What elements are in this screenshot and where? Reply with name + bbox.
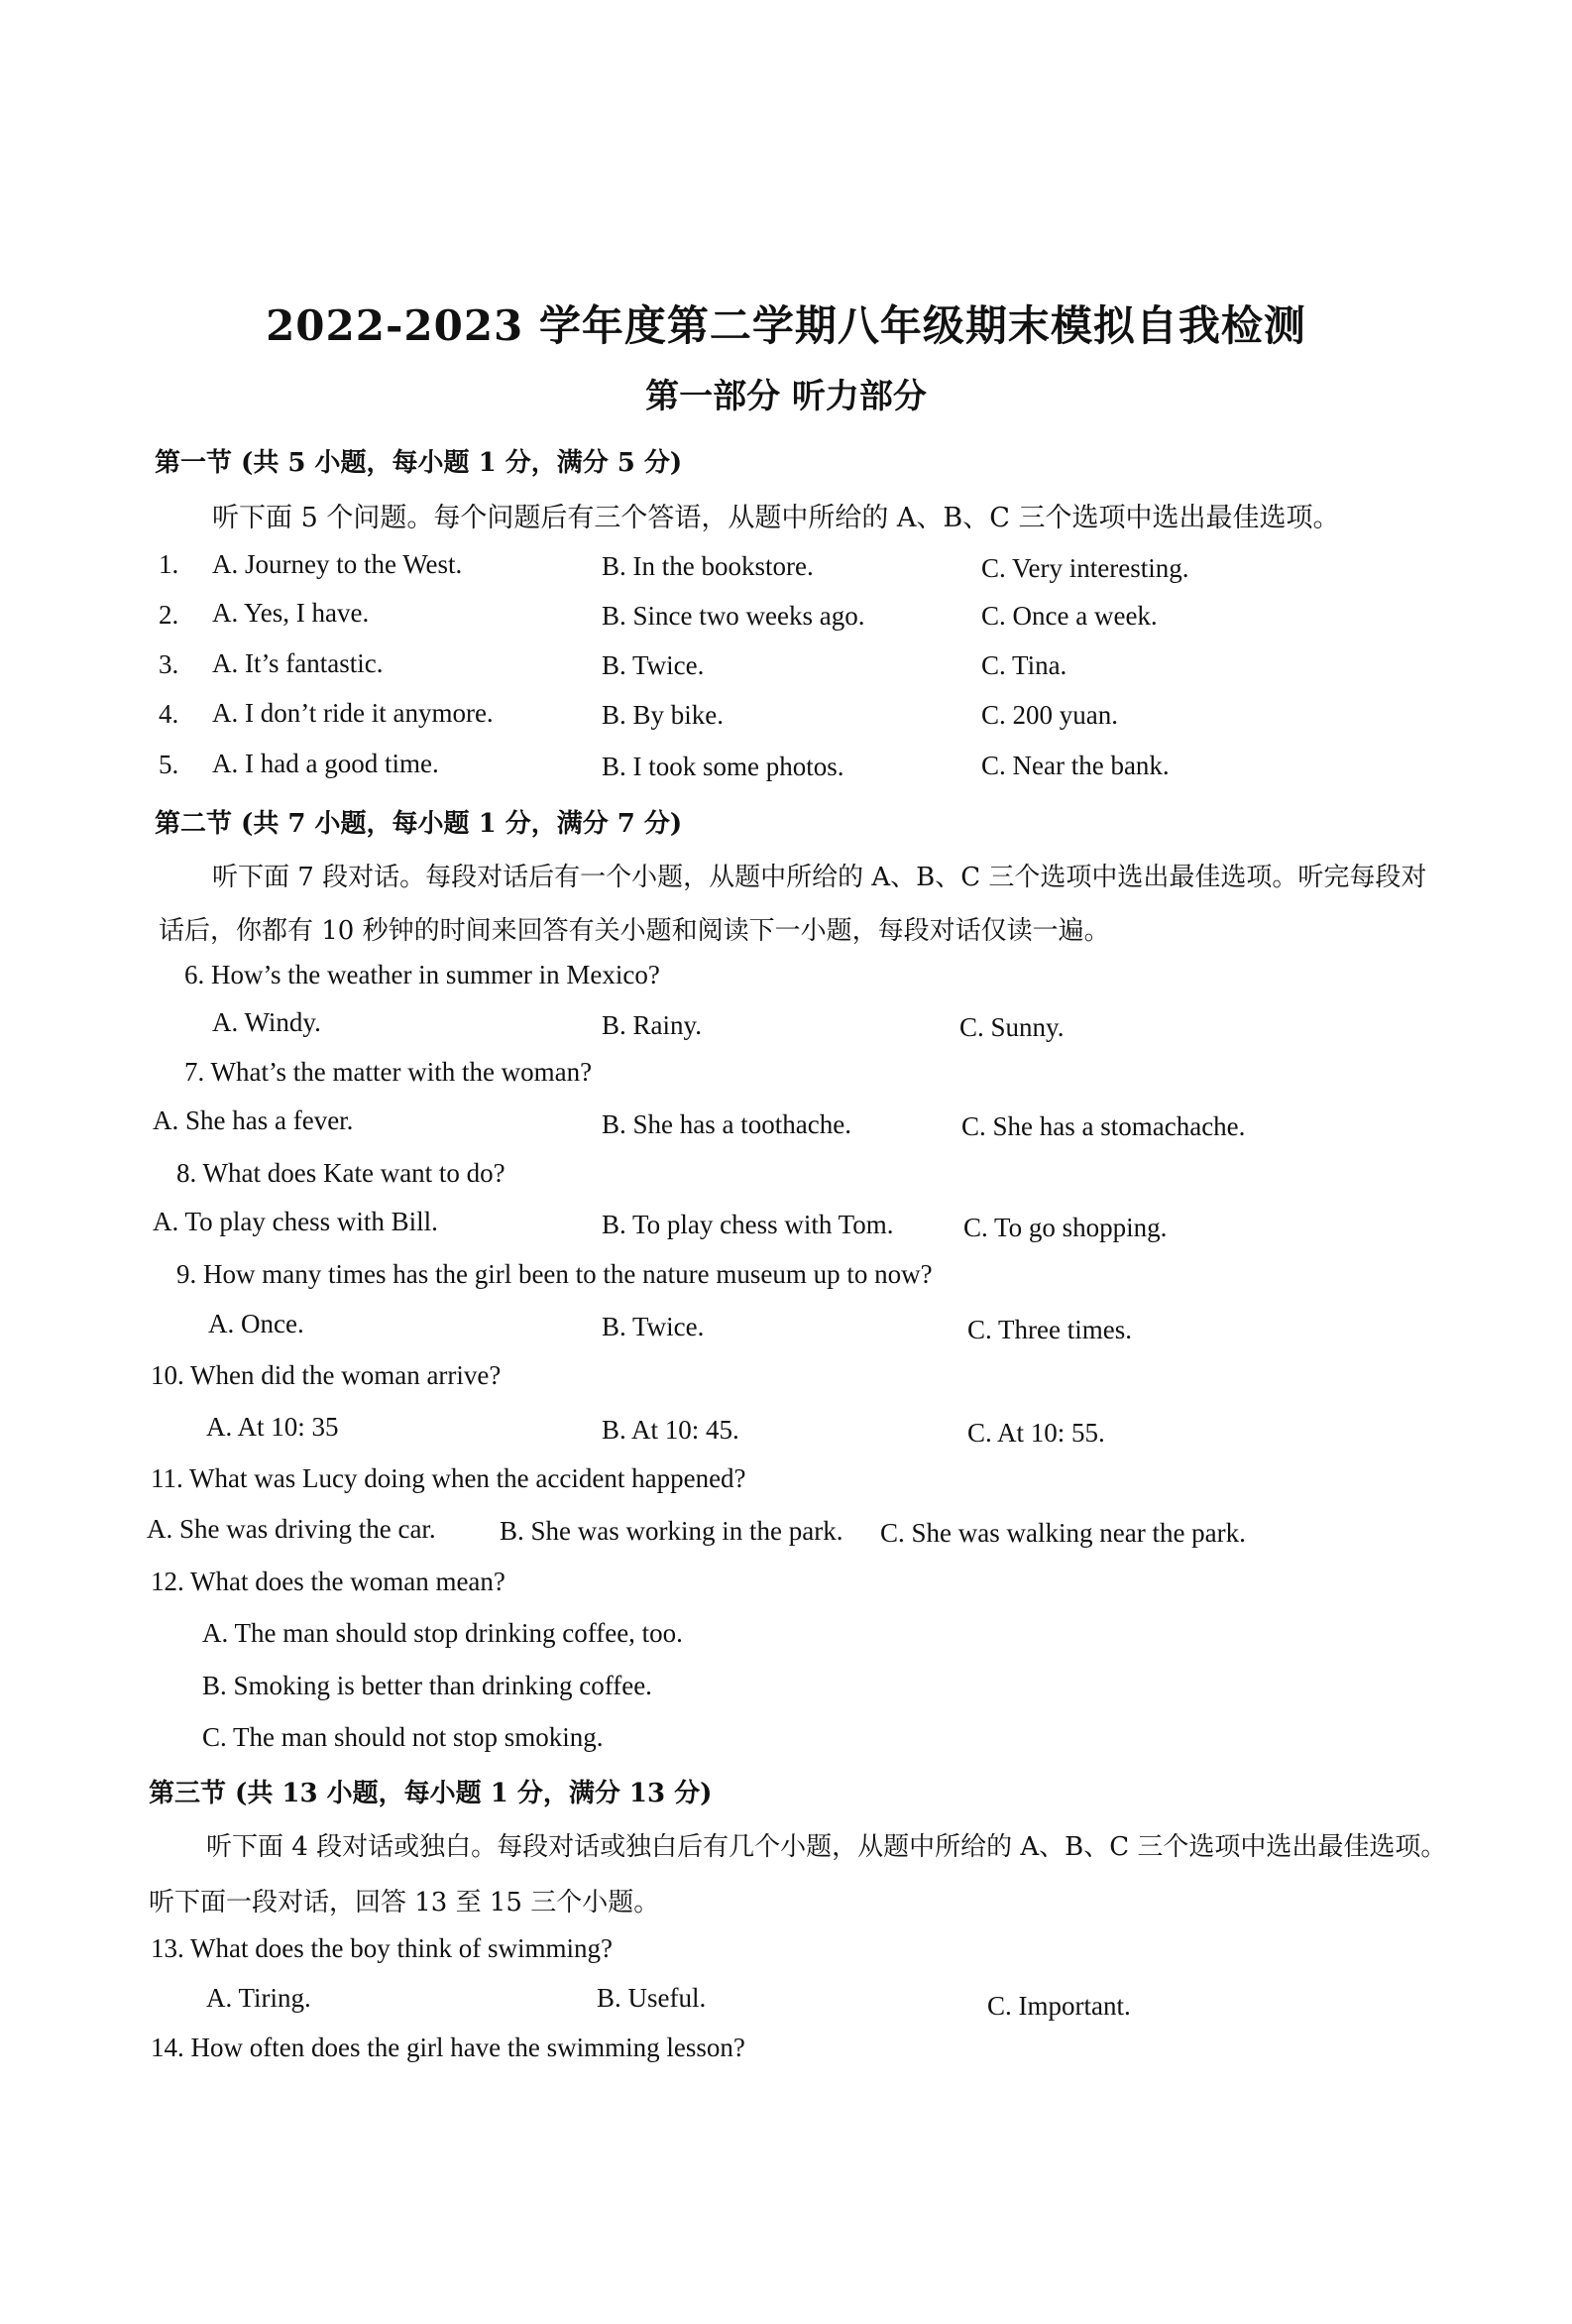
q8-option-b: B. To play chess with Tom.: [602, 1210, 894, 1239]
option-c: C. Tina.: [981, 650, 1067, 680]
option-a: A. Journey to the West.: [212, 549, 463, 579]
option-a: A. I had a good time.: [212, 749, 439, 778]
question-9: 9. How many times has the girl been to the nature museum up to now?: [176, 1259, 933, 1289]
option-a: A. It’s fantastic.: [212, 648, 384, 678]
option-c: C. Very interesting.: [981, 553, 1189, 583]
question-14: 14. How often does the girl have the swimming lesson?: [151, 2033, 745, 2062]
option-a: A. I don’t ride it anymore.: [212, 698, 494, 728]
q6-option-b: B. Rainy.: [602, 1010, 702, 1040]
section-2-instruction-line-2: 话后，你都有 10 秒钟的时间来回答有关小题和阅读下一小题，每段对话仅读一遍。: [159, 916, 1110, 946]
q7-option-c: C. She has a stomachache.: [961, 1111, 1246, 1141]
option-c: C. Once a week.: [981, 601, 1158, 631]
section-2-instruction-line-1: 听下面 7 段对话。每段对话后有一个小题，从题中所给的 A、B、C 三个选项中选出最佳选项。听完每段对: [212, 863, 1427, 892]
q12-option-b: B. Smoking is better than drinking coffee.: [202, 1671, 652, 1700]
question-8: 8. What does Kate want to do?: [176, 1158, 505, 1188]
option-b: B. Since two weeks ago.: [602, 601, 865, 631]
q9-option-b: B. Twice.: [602, 1312, 705, 1341]
q9-option-a: A. Once.: [208, 1309, 304, 1338]
section-3-heading: 第三节 (共 13 小题，每小题 1 分，满分 13 分): [149, 1779, 713, 1808]
question-12: 12. What does the woman mean?: [151, 1567, 505, 1596]
q6-option-a: A. Windy.: [212, 1007, 321, 1037]
option-b: B. I took some photos.: [602, 752, 844, 781]
section-3-instruction-line-2: 听下面一段对话，回答 13 至 15 三个小题。: [149, 1888, 660, 1917]
section-1-heading: 第一节 (共 5 小题，每小题 1 分，满分 5 分): [155, 448, 683, 478]
question-13: 13. What does the boy think of swimming?: [151, 1933, 613, 1963]
q13-option-c: C. Important.: [987, 1991, 1131, 2021]
q11-option-a: A. She was driving the car.: [147, 1514, 436, 1544]
question-11: 11. What was Lucy doing when the accident happened?: [151, 1463, 746, 1493]
q10-option-c: C. At 10: 55.: [967, 1418, 1105, 1448]
option-c: C. 200 yuan.: [981, 700, 1118, 730]
q11-option-c: C. She was walking near the park.: [880, 1518, 1246, 1548]
q13-option-a: A. Tiring.: [206, 1983, 311, 2013]
q12-option-c: C. The man should not stop smoking.: [202, 1722, 604, 1752]
question-7: 7. What’s the matter with the woman?: [184, 1057, 593, 1087]
q6-option-c: C. Sunny.: [959, 1012, 1065, 1042]
q7-option-b: B. She has a toothache.: [602, 1109, 851, 1139]
question-6: 6. How’s the weather in summer in Mexico?: [184, 960, 660, 989]
q7-option-a: A. She has a fever.: [153, 1105, 354, 1135]
page-title: 2022-2023 学年度第二学期八年级期末模拟自我检测: [266, 301, 1306, 350]
q8-option-c: C. To go shopping.: [963, 1213, 1168, 1242]
q12-option-a: A. The man should stop drinking coffee, too.: [202, 1618, 683, 1648]
q11-option-b: B. She was working in the park.: [500, 1516, 843, 1546]
exam-page: 2022-2023 学年度第二学期八年级期末模拟自我检测 第一部分 听力部分 第一节 (共 5 小题，每小题 1 分，满分 5 分) 听下面 5 个问题。每个问题后有三个答语，从题中所给的 A、B、C 三个选项中选出最佳选项。 1. A. Journey to the West. B. In the bookstore. C. Very interesting. 2. A. Yes, I have. B. Since two weeks ago. C. Once a week. 3. A. It’s fantastic. B. Twice. C. Tina. 4. A. I don’t ride it anymore. B. By bike. C. 200 yuan. 5. A. I had a good time. B. I took some photos. C. Near the bank. 第二节 (共 7 小题，每小题 1 分，满分 7 分) 听下面 7 段对话。每段对话后有一个小题，从题中所给的 A、B、C 三个选项中选出最佳选项。听完每段对 话后，你都有 10 秒钟的时间来回答有关小题和阅读下一小题，每段对话仅读一遍。 6. How’s the weather in summer in Mexico? A. Windy. B. Rainy. C. Sunny. 7. What’s the matter with the woman? A. She has a fever. B. She has a toothache. C. She has a stomachache. 8. What does Kate want to do? A. To play chess with Bill. B. To play chess with Tom. C. To go shopping. 9. How many times has the girl been to the nature museum up to now? A. Once. B. Twice. C. Three times. 10. When did the woman arrive? A. At 10: 35 B. At 10: 45. C. At 10: 55. 11. What was Lucy doing when the accident happened? A. She was driving the car. B. She was working in the park. C. She was walking near the park. 12. What does the woman mean? A. The man should stop drinking coffee, too. B. Smoking is better than drinking coffee. C. The man should not stop smoking. 第三节 (共 13 小题，每小题 1 分，满分 13 分) 听下面 4 段对话或独白。每段对话或独白后有几个小题，从题中所给的 A、B、C 三个选项中选出最佳选项。 听下面一段对话，回答 13 至 15 三个小题。 13. What does the boy think of swimming? A. Tiring. B. Useful. C. Important. 14. How often does the girl have the swimming lesson?: [0, 0, 1572, 2324]
option-a: A. Yes, I have.: [212, 598, 370, 628]
q8-option-a: A. To play chess with Bill.: [153, 1207, 438, 1236]
section-3-instruction-line-1: 听下面 4 段对话或独白。每段对话或独白后有几个小题，从题中所给的 A、B、C 三个选项中选出最佳选项。: [206, 1832, 1447, 1862]
section-1-instruction: 听下面 5 个问题。每个问题后有三个答语，从题中所给的 A、B、C 三个选项中选出最佳选项。: [212, 503, 1340, 533]
q13-option-b: B. Useful.: [597, 1983, 707, 2013]
q10-option-a: A. At 10: 35: [206, 1412, 339, 1442]
option-b: B. In the bookstore.: [602, 551, 814, 581]
part-heading: 第一部分 听力部分: [645, 377, 927, 416]
option-b: B. By bike.: [602, 700, 725, 730]
section-2-heading: 第二节 (共 7 小题，每小题 1 分，满分 7 分): [155, 809, 683, 839]
q10-option-b: B. At 10: 45.: [602, 1415, 739, 1445]
q9-option-c: C. Three times.: [967, 1315, 1132, 1344]
question-10: 10. When did the woman arrive?: [151, 1360, 502, 1390]
option-b: B. Twice.: [602, 650, 705, 680]
option-c: C. Near the bank.: [981, 751, 1170, 780]
